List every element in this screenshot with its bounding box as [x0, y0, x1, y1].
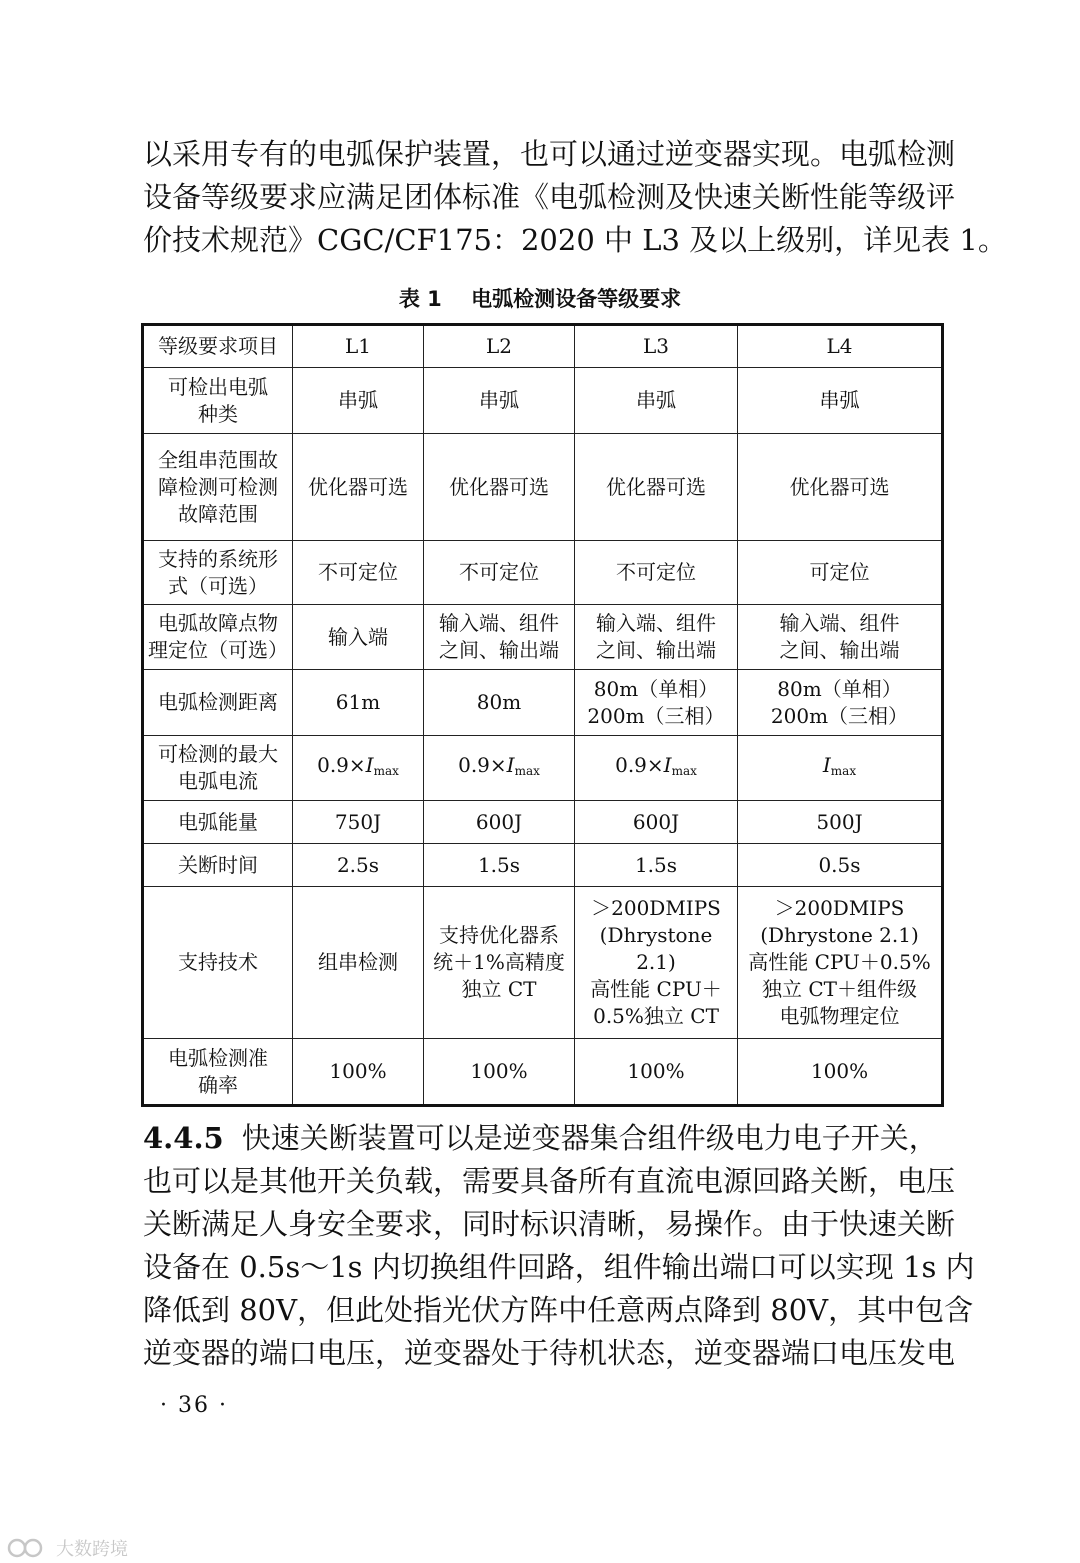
table-row	[143, 844, 943, 887]
table-cell	[575, 736, 738, 801]
table-cell: 1.5s	[424, 844, 575, 887]
row-label: 电弧检测距离	[143, 670, 293, 736]
current-subscript: max	[830, 763, 857, 778]
table-cell: 100%	[293, 1039, 424, 1106]
row-label: 全组串范围故 障检测可检测 故障范围	[143, 434, 293, 541]
paragraph-line: 降低到 80V，但此处指光伏方阵中任意两点降到 80V，其中包含	[143, 1293, 974, 1327]
current-symbol: I	[822, 752, 831, 777]
paragraph-line: 以采用专有的电弧保护装置，也可以通过逆变器实现。电弧检测	[143, 137, 956, 171]
table-cell: 61m	[293, 670, 424, 736]
table-cell: 支持优化器系 统＋1%高精度 独立 CT	[424, 887, 575, 1039]
table-cell: 80m（单相） 200m（三相）	[738, 670, 943, 736]
current-subscript: max	[671, 763, 697, 778]
row-label: 可检测的最大 电弧电流	[143, 736, 293, 801]
watermark	[6, 1535, 128, 1561]
current-subscript: max	[514, 763, 540, 778]
table-cell: 500J	[738, 801, 943, 844]
table-cell: 100%	[575, 1039, 738, 1106]
table-header-row	[143, 325, 943, 368]
table-cell: 不可定位	[424, 541, 575, 605]
table-row	[143, 605, 943, 670]
watermark-text: 大数跨境	[56, 1539, 128, 1560]
section-number: 4.4.5	[143, 1121, 224, 1155]
table-cell: ＞200DMIPS (Dhrystone 2.1) 高性能 CPU＋ 0.5%独立 CT	[575, 887, 738, 1039]
arc-detection-level-table	[141, 323, 944, 1107]
table-cell: 输入端、组件 之间、输出端	[738, 605, 943, 670]
table-cell: 输入端、组件 之间、输出端	[424, 605, 575, 670]
table-cell: 优化器可选	[575, 434, 738, 541]
header-cell: L4	[738, 325, 943, 368]
table-cell: 不可定位	[575, 541, 738, 605]
current-subscript: max	[373, 763, 399, 778]
table-cell: 串弧	[738, 368, 943, 434]
paragraph-line-text: 快速关断装置可以是逆变器集合组件级电力电子开关，	[241, 1121, 938, 1155]
row-label: 支持技术	[143, 887, 293, 1039]
table-cell: 80m（单相） 200m（三相）	[575, 670, 738, 736]
table-cell: 组串检测	[293, 887, 424, 1039]
paragraph-line: 关断满足人身安全要求，同时标识清晰，易操作。由于快速关断	[143, 1207, 956, 1241]
table-cell: 输入端、组件 之间、输出端	[575, 605, 738, 670]
current-symbol: I	[663, 752, 672, 777]
table-cell: 优化器可选	[738, 434, 943, 541]
table-cell: 优化器可选	[293, 434, 424, 541]
table-cell: 优化器可选	[424, 434, 575, 541]
table-number: 表 1	[398, 287, 442, 311]
table-cell	[738, 736, 943, 801]
header-cell: L3	[575, 325, 738, 368]
table-cell: 串弧	[293, 368, 424, 434]
header-cell: L2	[424, 325, 575, 368]
table-cell: 600J	[575, 801, 738, 844]
table-cell	[424, 736, 575, 801]
table-cell: 80m	[424, 670, 575, 736]
table-row	[143, 887, 943, 1039]
row-label: 可检出电弧 种类	[143, 368, 293, 434]
table-title-text: 电弧检测设备等级要求	[471, 287, 682, 311]
row-label: 电弧能量	[143, 801, 293, 844]
paragraph-line: 设备在 0.5s～1s 内切换组件回路，组件输出端口可以实现 1s 内	[143, 1250, 975, 1284]
table-row	[143, 541, 943, 605]
table-cell: 1.5s	[575, 844, 738, 887]
table-title	[0, 283, 1080, 313]
row-label: 电弧检测准 确率	[143, 1039, 293, 1106]
table-cell: 输入端	[293, 605, 424, 670]
table-cell: 0.5s	[738, 844, 943, 887]
paragraph-line: 设备等级要求应满足团体标准《电弧检测及快速关断性能等级评	[143, 180, 956, 214]
coefficient: 0.9×	[317, 752, 366, 777]
row-label: 支持的系统形 式（可选）	[143, 541, 293, 605]
table-row	[143, 368, 943, 434]
section-4-4-5-paragraph	[143, 1117, 975, 1375]
table-cell	[293, 736, 424, 801]
table-cell: 不可定位	[293, 541, 424, 605]
header-cell: 等级要求项目	[143, 325, 293, 368]
table-cell: 100%	[738, 1039, 943, 1106]
table-row	[143, 670, 943, 736]
table-cell: 2.5s	[293, 844, 424, 887]
table-cell: 600J	[424, 801, 575, 844]
table-cell: 可定位	[738, 541, 943, 605]
table-cell: 串弧	[424, 368, 575, 434]
table-cell: 750J	[293, 801, 424, 844]
row-label: 电弧故障点物 理定位（可选）	[143, 605, 293, 670]
header-cell: L1	[293, 325, 424, 368]
row-label: 关断时间	[143, 844, 293, 887]
page-number: · 36 ·	[160, 1393, 228, 1418]
table-row	[143, 1039, 943, 1106]
paragraph-line: 价技术规范》CGC/CF175：2020 中 L3 及以上级别，详见表 1。	[143, 223, 1007, 257]
table-row-max-current	[143, 736, 943, 801]
intro-paragraph	[143, 133, 1007, 262]
watermark-logo-icon	[6, 1537, 50, 1559]
table-row	[143, 434, 943, 541]
table-row	[143, 801, 943, 844]
paragraph-line: 也可以是其他开关负载，需要具备所有直流电源回路关断，电压	[143, 1164, 956, 1198]
table-cell: ＞200DMIPS (Dhrystone 2.1) 高性能 CPU＋0.5% 独立 CT＋组件级 电弧物理定位	[738, 887, 943, 1039]
table-cell: 串弧	[575, 368, 738, 434]
table-cell: 100%	[424, 1039, 575, 1106]
paragraph-line	[143, 1117, 943, 1160]
paragraph-line: 逆变器的端口电压，逆变器处于待机状态，逆变器端口电压发电	[143, 1336, 956, 1370]
current-symbol: I	[506, 752, 515, 777]
coefficient: 0.9×	[458, 752, 507, 777]
coefficient: 0.9×	[615, 752, 664, 777]
current-symbol: I	[365, 752, 374, 777]
